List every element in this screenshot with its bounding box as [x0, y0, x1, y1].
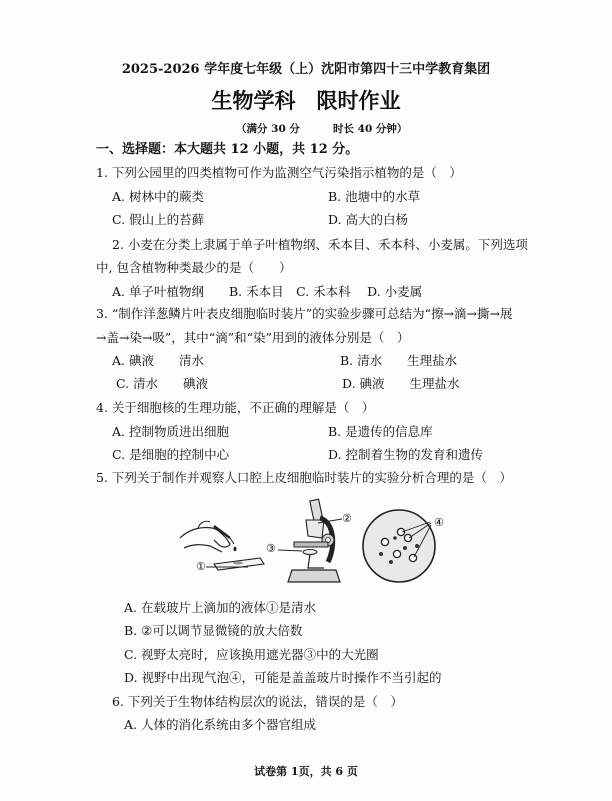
score-label: （满分 30 分: [236, 123, 300, 135]
q1-option-b: B. 池塘中的水草: [328, 189, 421, 204]
q6-stem: 6. 下列关于生物体结构层次的说法，错误的是（ ）: [112, 694, 403, 709]
q5-option-c: C. 视野太亮时，应该换用遮光器③中的大光圈: [124, 647, 379, 662]
q1-option-a: A. 树林中的蕨类: [112, 189, 204, 204]
q4-option-b: B. 是遗传的信息库: [328, 424, 433, 439]
q2-options: A. 单子叶植物纲 B. 禾本目 C. 禾本科 D. 小麦属: [112, 284, 423, 299]
page-title: 生物学科 限时作业: [211, 88, 401, 113]
q1-option-d: D. 高大的白杨: [328, 212, 409, 227]
q4-option-d: D. 控制着生物的发育和遗传: [328, 447, 484, 462]
figure-label-1: ①: [196, 560, 206, 573]
q3-option-c: C. 清水 碘液: [116, 376, 209, 391]
q3-option-d: D. 碘液 生理盐水: [342, 376, 460, 391]
q4-option-a: A. 控制物质进出细胞: [112, 424, 229, 439]
q1-option-c: C. 假山上的苔藓: [112, 212, 205, 227]
figure-label-3: ③: [266, 542, 276, 555]
q3-option-b: B. 清水 生理盐水: [340, 353, 458, 368]
duration-label: 时长 40 分钟）: [333, 123, 408, 135]
q3-stem-line1: 3. “制作洋葱鳞片叶表皮细胞临时装片”的实验步骤可总结为“擦→滴→撕→展: [96, 306, 513, 321]
q5-option-d: D. 视野中出现气泡④，可能是盖盖玻片时操作不当引起的: [124, 670, 442, 685]
page-footer: 试卷第 1页，共 6 页: [254, 765, 358, 778]
q4-stem: 4. 关于细胞核的生理功能，不正确的理解是（ ）: [96, 400, 375, 415]
q2-stem-line1: 2. 小麦在分类上隶属于单子叶植物纲、禾本目、禾本科、小麦属。下列选项: [112, 237, 528, 252]
q6-option-a: A. 人体的消化系统由多个器官组成: [124, 717, 316, 732]
leader-line-3: [278, 547, 302, 553]
section-heading: 一、选择题：本大题共 12 小题，共 12 分。: [96, 142, 359, 157]
leader-line-1: [206, 565, 248, 569]
q3-option-a: A. 碘液 清水: [112, 353, 204, 368]
q4-option-c: C. 是细胞的控制中心: [112, 447, 230, 462]
q3-stem-line2: →盖→染→吸”，其中“滴”和“染”用到的液体分别是（ ）: [96, 330, 410, 345]
q5-option-b: B. ②可以调节显微镜的放大倍数: [124, 623, 303, 638]
q5-stem: 5. 下列关于制作并观察人口腔上皮细胞临时装片的实验分析合理的是（ ）: [96, 470, 512, 485]
figure-label-4: ④: [434, 516, 444, 529]
microscope-figure: [284, 496, 344, 586]
dropper-hand-figure: [178, 508, 273, 580]
q1-stem: 1. 下列公园里的四类植物可作为监测空气污染指示植物的是（ ）: [96, 165, 462, 180]
school-line: 2025-2026 学年度七年级（上）沈阳市第四十三中学教育集团: [121, 62, 491, 77]
field-of-view-figure: [361, 508, 437, 584]
q2-stem-line2: 中, 包含植物种类最少的是（ ）: [96, 260, 292, 275]
leader-line-2: [318, 513, 344, 525]
q5-option-a: A. 在载玻片上滴加的液体①是清水: [124, 600, 316, 615]
figure-label-2: ②: [342, 512, 352, 525]
